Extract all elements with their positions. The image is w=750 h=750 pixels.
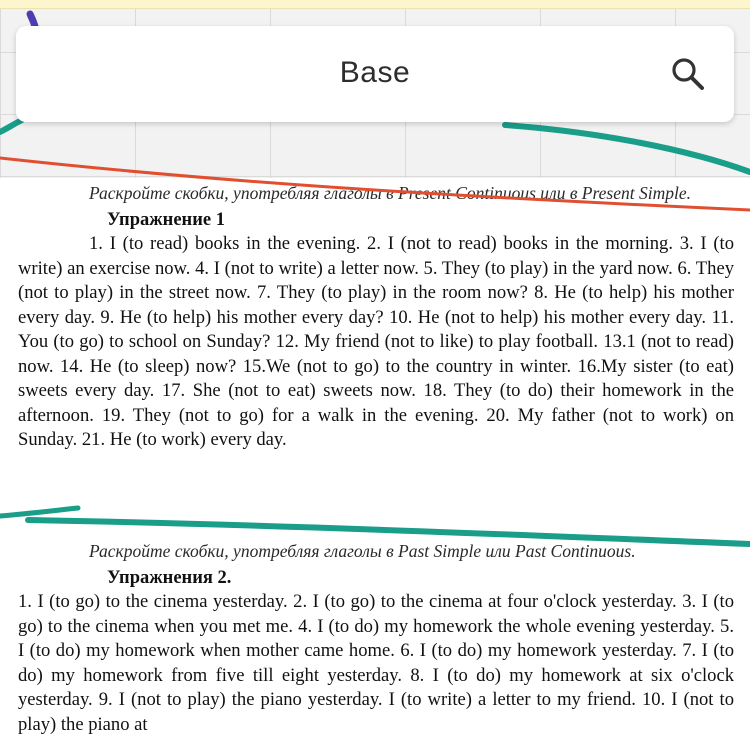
search-bar[interactable] — [16, 26, 734, 122]
section-2 — [18, 540, 734, 737]
exercise-1-body: 1. I (to read) books in the evening. 2. I (not to read) books in the morning. 3. I (to write) an exercise now. 4. I (not to write) a letter now. 5. They (to play) in the yard now. 6. They (not to play) in the street now. 7. They (to play) in the room now? 8. He (to help) his mother every day. 9. He (to help) his mother every day? 10. He (not to help) his mother every day. 11. You (to go) to school on Sunday? 12. My friend (not to like) to play football. 13.1 (not to read) now. 14. He (to sleep) now? 15.We (not to go) to the country in winter. 16.My sister (to eat) sweets every day. 17. She (not to eat) sweets now. 18. They (to do) their homework in the afternoon. 19. They (not to go) for a walk in the evening. 20. My father (not to work) on Sunday. 21. He (to work) every day. — [18, 233, 734, 450]
instruction-1: Раскройте скобки, употребляя глаголы в Present Continuous или в Present Simple. — [89, 183, 691, 203]
search-input[interactable]: Base — [339, 56, 411, 89]
document-page — [0, 178, 750, 750]
exercise-2-body: 1. I (to go) to the cinema yesterday. 2. I (to go) to the cinema at four o'clock yesterday. 3. I (to go) to the cinema when you met me. 4. I (to do) my homework the whole evening yesterday. 5. I (to do) my homework when mother came home. 6. I (to do) my homework yesterday. 7. I (to do) my homework from five till eight yesterday. 8. I (to do) my homework at six o'clock yesterday. 9. I (not to play) the piano yesterday. I (to write) a letter to my friend. 10. I (not to play) the piano at — [18, 591, 734, 735]
instruction-2: Раскройте скобки, употребляя глаголы в Past Simple или Past Continuous. — [89, 541, 636, 561]
exercise-1-title: Упражнение 1 — [107, 210, 225, 230]
exercise-2-title: Упражнения 2. — [107, 568, 232, 588]
section-1 — [18, 182, 734, 453]
search-icon[interactable] — [670, 56, 706, 92]
top-strip — [0, 0, 750, 9]
